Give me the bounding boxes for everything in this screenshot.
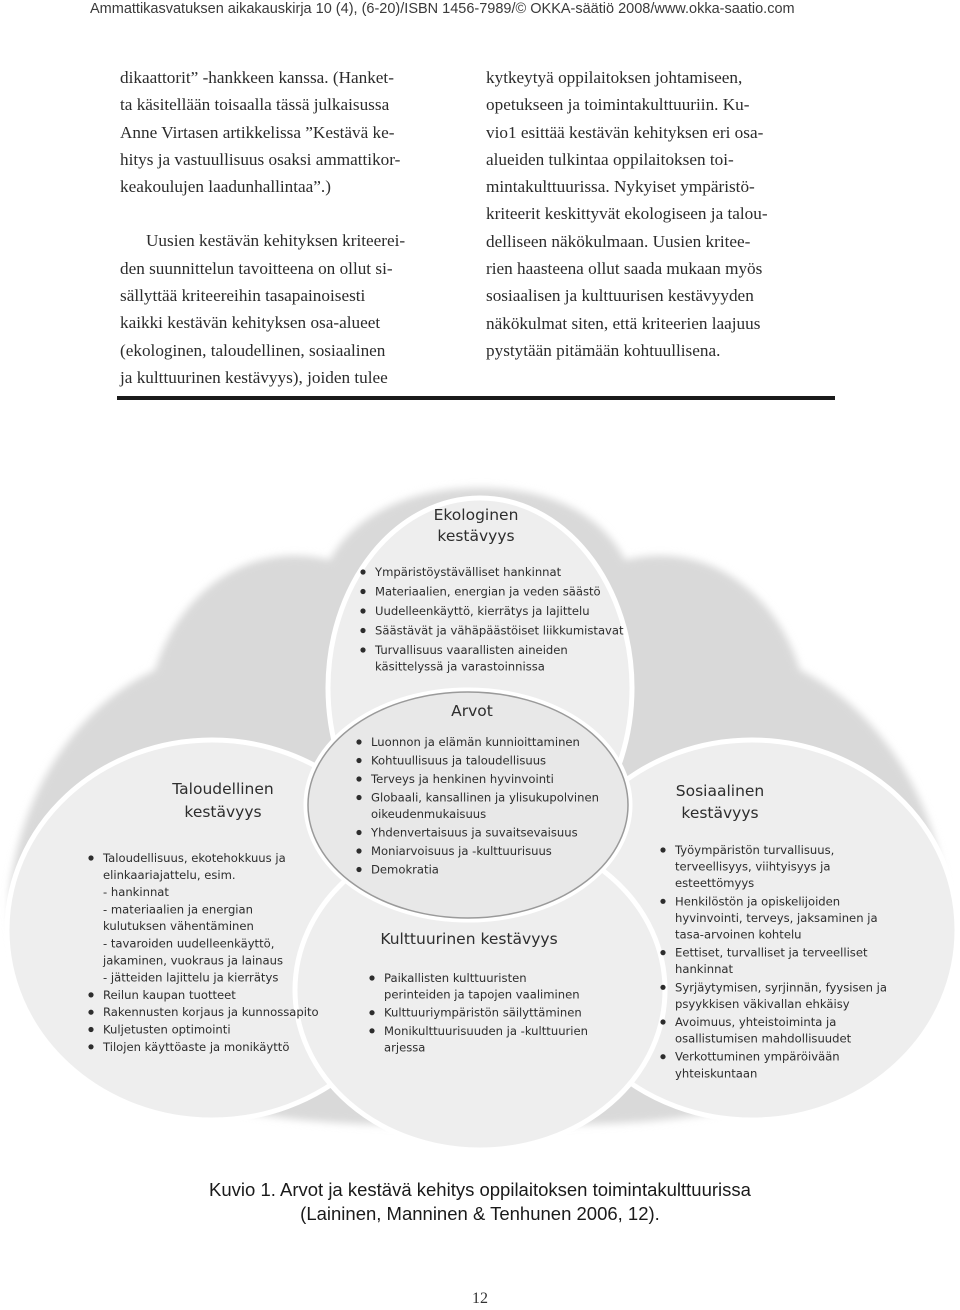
bullet-icon (356, 867, 361, 872)
text-line: alueiden tulkintaa oppilaitoksen toi- (486, 149, 734, 169)
bullet-icon (660, 985, 665, 990)
bullet-icon (369, 1028, 374, 1033)
bullet-icon (88, 1044, 93, 1049)
social-item: yhteiskuntaan (675, 1066, 758, 1081)
section-divider (117, 396, 835, 400)
text-line: delliseen näkökulmaan. Uusien kritee- (486, 231, 751, 251)
economic-item: - jätteiden lajittelu ja kierrätys (103, 970, 279, 985)
economic-item: elinkaariajattelu, esim. (103, 867, 236, 882)
text-line: sosiaalisen ja kulttuurisen kestävyyden (486, 286, 754, 306)
text-line: den suunnittelun tavoitteena on ollut si- (120, 258, 393, 278)
social-item: psyykkisen väkivallan ehkäisy (675, 996, 850, 1011)
social-item: Syrjäytymisen, syrjinnän, fyysisen ja (675, 980, 888, 995)
bullet-icon (360, 647, 365, 652)
text-line: kriteerit keskittyvät ekologiseen ja talou- (486, 204, 768, 224)
social-item: hyvinvointi, terveys, jaksaminen ja (675, 910, 878, 925)
bullet-icon (356, 795, 361, 800)
bullet-icon (356, 776, 361, 781)
values-item: Yhdenvertaisuus ja suvaitsevaisuus (371, 825, 578, 840)
paragraph (120, 227, 472, 391)
cultural-item: Paikallisten kulttuuristen (384, 971, 527, 985)
text-line: kaikki kestävän kehityksen osa-alueet (120, 313, 381, 333)
ecological-item: käsittelyssä ja varastoinnissa (375, 659, 545, 674)
social-item: Avoimuus, yhteistoiminta ja (675, 1015, 837, 1029)
text-line: dikaattorit” -hankkeen kanssa. (Hanket- (120, 68, 394, 87)
bullet-icon (660, 899, 665, 904)
values-item: Globaali, kansallinen ja ylisukupolvinen (371, 790, 599, 805)
economic-item: - hankinnat (103, 885, 169, 900)
body-left-column (120, 64, 472, 391)
text-line: ta käsitellään toisaalla tässä julkaisussa (120, 95, 390, 115)
ecological-title: Ekologinen (433, 506, 519, 524)
bullet-icon (356, 848, 361, 853)
ecological-item: Materiaalien, energian ja veden säästö (375, 584, 601, 599)
bullet-icon (360, 608, 365, 613)
social-item: esteettömyys (675, 876, 755, 891)
values-item: oikeudenmukaisuus (371, 807, 487, 821)
bullet-icon (660, 950, 665, 955)
venn-diagram (0, 470, 960, 1160)
economic-item: jakaminen, vuokraus ja lainaus (103, 953, 284, 968)
values-item: Demokratia (371, 862, 439, 877)
ecological-item: Uudelleenkäyttö, kierrätys ja lajittelu (375, 604, 590, 618)
sustainability-diagram (0, 470, 960, 1160)
social-item: Verkottuminen ympäröivään (675, 1049, 840, 1064)
bullet-icon (660, 1054, 665, 1059)
social-title: kestävyys (681, 804, 759, 822)
text-line: kytkeytyä oppilaitoksen johtamiseen, (486, 68, 743, 87)
cultural-item: arjessa (384, 1040, 426, 1055)
social-title: Sosiaalinen (675, 782, 765, 800)
bullet-icon (88, 992, 93, 997)
text-line: hitys ja vastuullisuus osaksi ammattikor- (120, 149, 401, 169)
values-item: Terveys ja henkinen hyvinvointi (371, 772, 554, 786)
text-line: vio1 esittää kestävän kehityksen eri osa- (486, 122, 764, 142)
social-item: terveellisyys, viihtyisyys ja (675, 859, 831, 874)
bullet-icon (88, 1010, 93, 1015)
bullet-icon (356, 830, 361, 835)
text-line: Anne Virtasen artikkelissa ”Kestävä ke- (120, 122, 395, 142)
text-line: opetukseen ja toimintakulttuuriin. Ku- (486, 95, 750, 115)
text-line: näkökulmat siten, että kriteerien laajuus (486, 313, 761, 333)
bullet-icon (369, 1010, 374, 1015)
body-right-column (486, 64, 834, 364)
bullet-icon (356, 739, 361, 744)
social-item: Henkilöstön ja opiskelijoiden (675, 894, 841, 909)
text-line: (ekologinen, taloudellinen, sosiaalinen (120, 340, 386, 360)
text-line: pystytään pitämään kohtuullisena. (486, 340, 721, 360)
cultural-item: Kulttuuriympäristön säilyttäminen (384, 1005, 582, 1020)
social-item: Työympäristön turvallisuus, (675, 843, 835, 857)
caption-line: (Laininen, Manninen & Tenhunen 2006, 12). (300, 1203, 660, 1224)
text-line: sällyttää kriteereihin tasapainoisesti (120, 286, 366, 306)
economic-item: Rakennusten korjaus ja kunnossapito (103, 1005, 319, 1020)
text-line: rien haasteena ollut saada mukaan myös (486, 259, 763, 279)
cultural-item: Monikulttuurisuuden ja -kulttuurien (384, 1023, 589, 1038)
economic-item: Tilojen käyttöaste ja monikäyttö (103, 1039, 290, 1054)
economic-item: Kuljetusten optimointi (103, 1022, 231, 1037)
text-line: keakoulujen laadunhallintaa”.) (120, 177, 331, 197)
economic-item: Taloudellisuus, ekotehokkuus ja (103, 851, 286, 865)
bullet-icon (88, 1027, 93, 1032)
page-number: 12 (472, 1290, 488, 1307)
social-item: Eettiset, turvalliset ja terveelliset (675, 945, 868, 960)
cultural-item: perinteiden ja tapojen vaaliminen (384, 987, 580, 1002)
values-item: Moniarvoisuus ja -kulttuurisuus (371, 844, 552, 858)
cultural-title: Kulttuurinen kestävyys (380, 930, 558, 948)
bullet-icon (360, 628, 365, 633)
bullet-icon (360, 569, 365, 574)
economic-item: - materiaalien ja energian (103, 902, 253, 917)
caption-line: Kuvio 1. Arvot ja kestävä kehitys oppilaitoksen toimintakulttuurissa (209, 1179, 751, 1200)
bullet-icon (369, 975, 374, 980)
values-item: Kohtuullisuus ja taloudellisuus (371, 753, 547, 768)
figure-caption (120, 1178, 840, 1226)
bullet-icon (88, 855, 93, 860)
ecological-item: Turvallisuus vaarallisten aineiden (375, 643, 568, 657)
bullet-icon (660, 1019, 665, 1024)
text-line: Uusien kestävän kehityksen kriteerei- (146, 231, 406, 251)
paragraph (486, 64, 834, 364)
text-line: mintakulttuurissa. Nykyiset ympäristö- (486, 177, 755, 197)
values-item: Luonnon ja elämän kunnioittaminen (371, 735, 580, 749)
bullet-icon (660, 847, 665, 852)
ecological-title: kestävyys (437, 527, 515, 545)
economic-item: kulutuksen vähentäminen (103, 919, 254, 934)
bullet-icon (356, 758, 361, 763)
ecological-item: Säästävät ja vähäpäästöiset liikkumistavat (375, 623, 624, 638)
bullet-icon (360, 589, 365, 594)
social-item: tasa-arvoinen kohtelu (675, 927, 802, 942)
economic-title: kestävyys (184, 803, 262, 821)
paragraph (120, 64, 472, 200)
values-title: Arvot (451, 702, 493, 720)
text-line: ja kulttuurinen kestävyys), joiden tulee (120, 367, 388, 387)
economic-item: - tavaroiden uudelleenkäyttö, (103, 936, 275, 951)
economic-item: Reilun kaupan tuotteet (103, 987, 236, 1002)
social-item: hankinnat (675, 962, 734, 977)
social-item: osallistumisen mahdollisuudet (675, 1031, 852, 1046)
journal-header: Ammattikasvatuksen aikakauskirja 10 (4), (6-20)/ISBN 1456-7989/© OKKA-säätiö 2008/www.okka-saatio.com (90, 1, 795, 17)
ecological-item: Ympäristöystävälliset hankinnat (375, 565, 562, 579)
economic-title: Taloudellinen (172, 780, 274, 798)
